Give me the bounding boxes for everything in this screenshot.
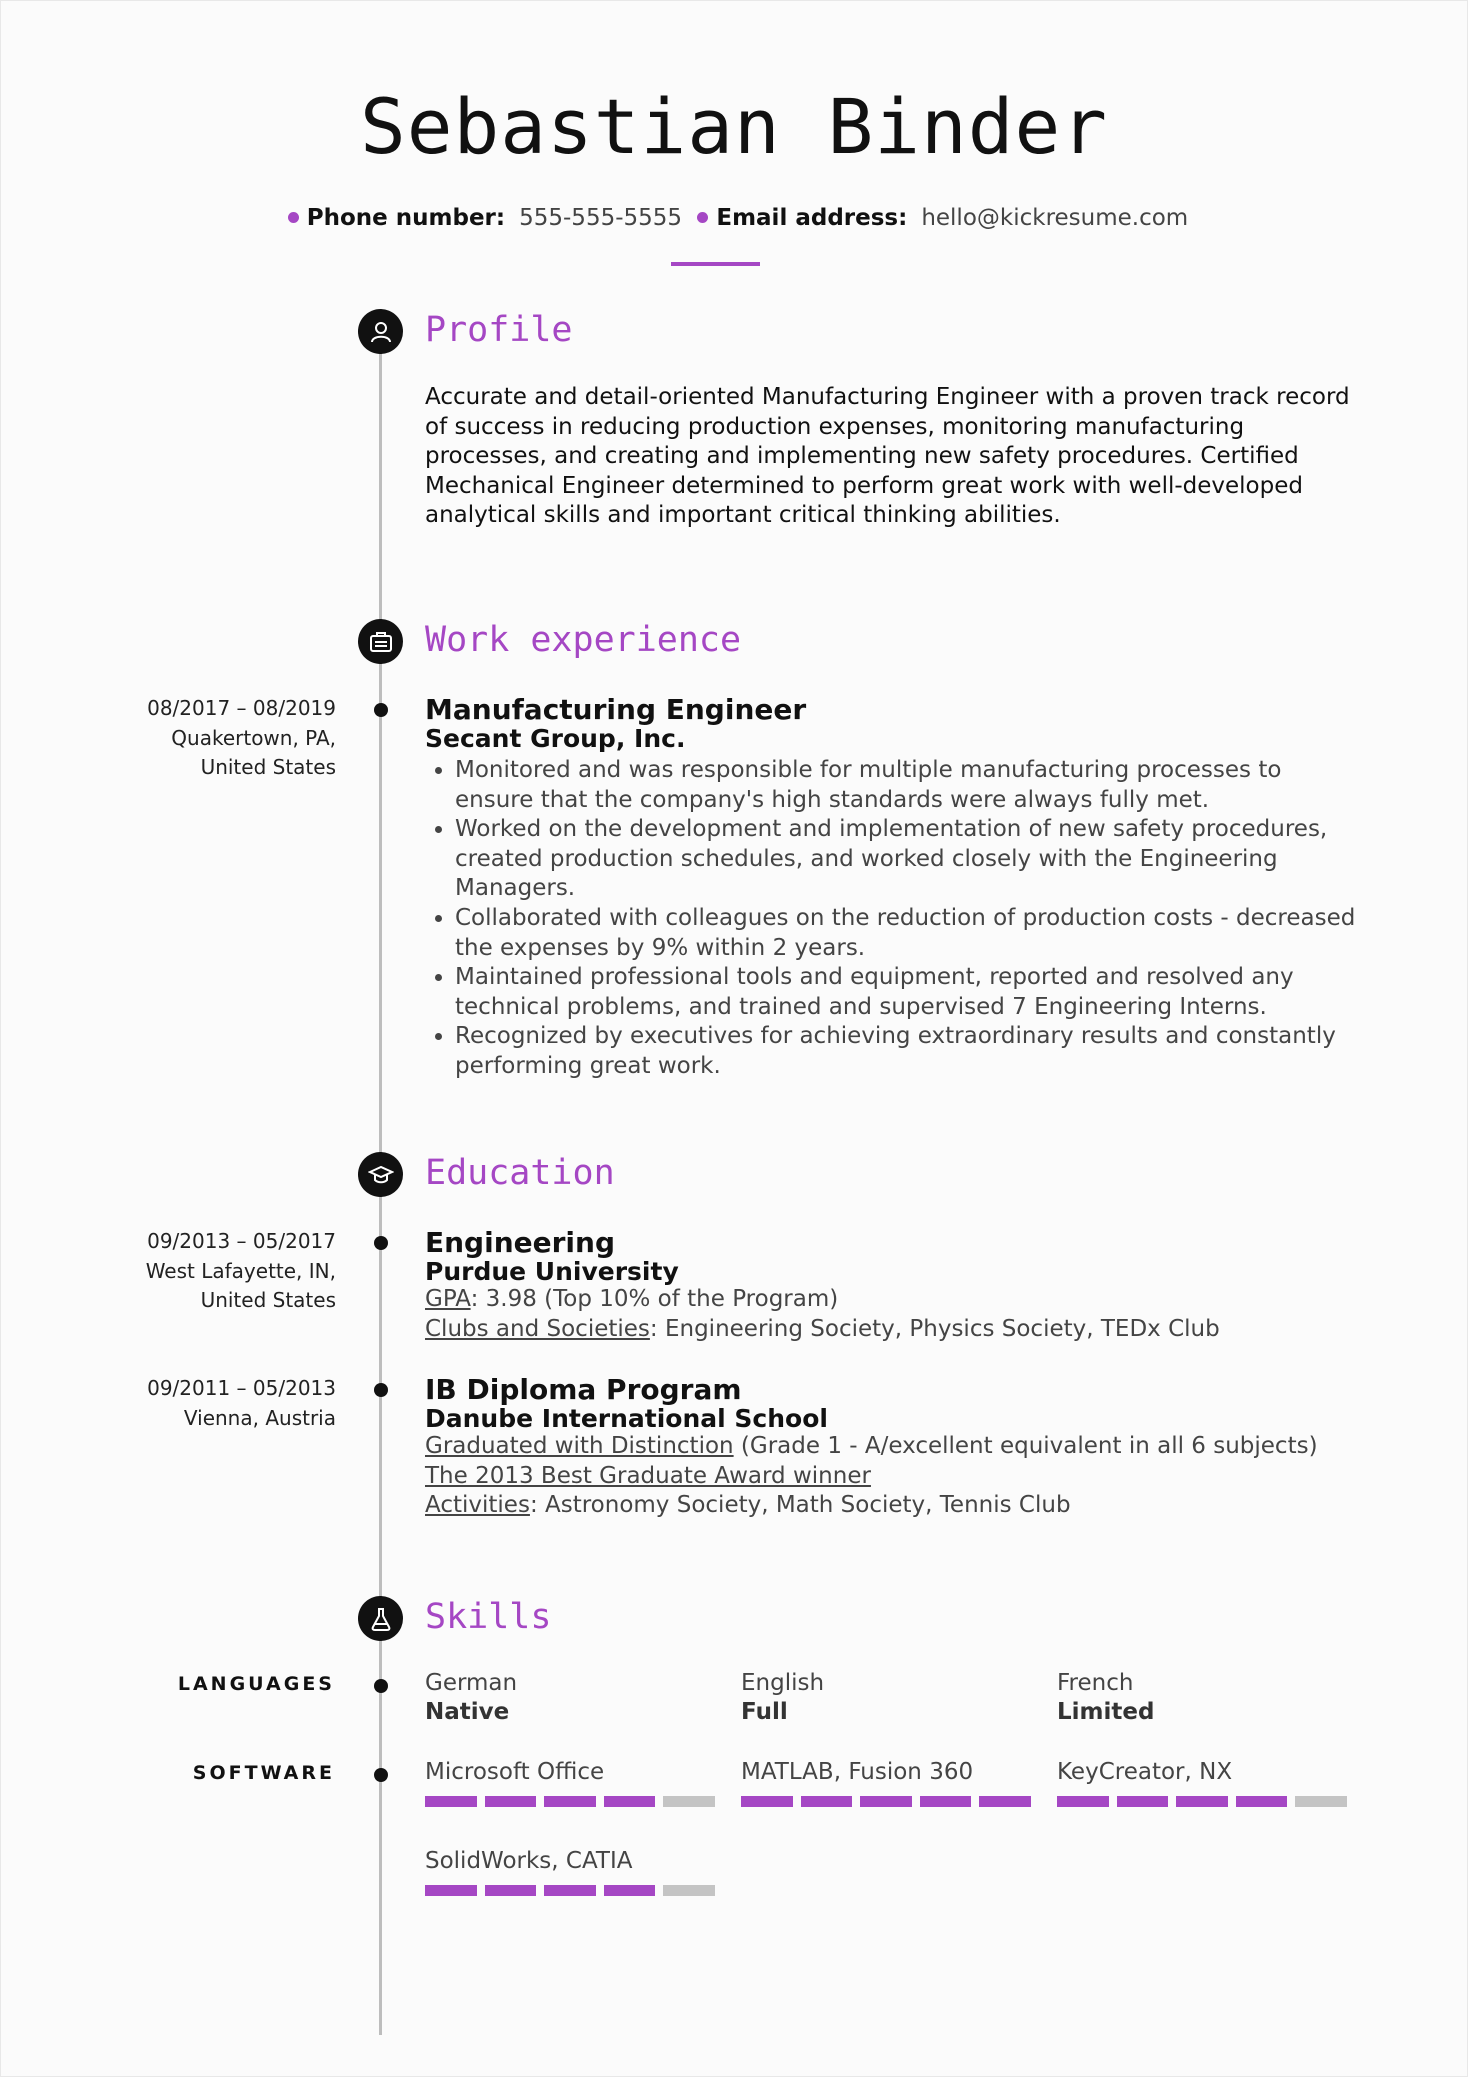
language-level: Limited <box>1057 1699 1155 1725</box>
section-title-work: Work experience <box>425 620 742 660</box>
rating-segment <box>425 1885 477 1896</box>
bullet-icon <box>288 212 299 223</box>
language-item <box>425 1669 715 1727</box>
skill-rating-bar <box>741 1796 1031 1807</box>
education-location: Vienna, Austria <box>183 1405 336 1430</box>
timeline-dot <box>374 1768 388 1782</box>
software-item <box>1057 1758 1347 1807</box>
software-item <box>425 1847 715 1896</box>
detail-label: Activities <box>425 1492 530 1519</box>
education-detail <box>425 1491 1365 1521</box>
job-location: United States <box>200 755 336 779</box>
rating-segment <box>1295 1796 1347 1807</box>
language-name: French <box>1057 1670 1134 1696</box>
education-entry <box>425 1375 1365 1521</box>
school-name: Danube International School <box>425 1404 828 1433</box>
rating-segment <box>425 1796 477 1807</box>
email-label: Email address: <box>716 205 908 231</box>
job-bullets <box>425 756 1365 1082</box>
software-name: Microsoft Office <box>425 1759 605 1785</box>
degree-title: Engineering <box>425 1226 615 1259</box>
timeline-dot <box>374 1383 388 1397</box>
email-value: hello@kickresume.com <box>921 205 1189 231</box>
briefcase-icon <box>358 619 403 664</box>
detail-label: The 2013 Best Graduate Award winner <box>425 1462 871 1489</box>
section-title-education: Education <box>425 1153 615 1193</box>
education-location: West Lafayette, IN, <box>145 1258 336 1283</box>
education-detail <box>425 1432 1365 1462</box>
job-entry <box>425 695 1365 1082</box>
job-title: Manufacturing Engineer <box>425 693 807 726</box>
rating-segment <box>485 1796 537 1807</box>
language-item <box>1057 1669 1347 1727</box>
skill-rating-bar <box>425 1885 715 1896</box>
resume-name: Sebastian Binder <box>359 82 1109 171</box>
rating-segment <box>663 1885 715 1896</box>
profile-icon <box>358 309 403 354</box>
section-title-skills: Skills <box>425 1597 552 1637</box>
education-meta <box>36 1227 336 1316</box>
language-level: Full <box>741 1699 788 1725</box>
software-name: SolidWorks, CATIA <box>425 1848 633 1874</box>
language-level: Native <box>425 1699 510 1725</box>
rating-segment <box>979 1796 1031 1807</box>
list-item: • Recognized by executives for achieving extraordinary results and constantly performing great work. <box>455 1022 1365 1081</box>
rating-segment <box>544 1885 596 1896</box>
header-divider <box>671 262 760 266</box>
list-item: • Worked on the development and implementation of new safety procedures, created production schedules, and worked closely with the Engineering Managers. <box>455 815 1365 904</box>
skill-rating-bar <box>425 1796 715 1807</box>
detail-label: Graduated with Distinction <box>425 1433 734 1459</box>
education-entry <box>425 1228 1365 1344</box>
rating-segment <box>801 1796 853 1807</box>
job-meta <box>36 694 336 783</box>
phone-label: Phone number: <box>306 205 506 231</box>
rating-segment <box>663 1796 715 1807</box>
section-title-profile: Profile <box>425 310 573 350</box>
degree-title: IB Diploma Program <box>425 1373 742 1406</box>
school-name: Purdue University <box>425 1257 679 1286</box>
rating-segment <box>920 1796 972 1807</box>
rating-segment <box>860 1796 912 1807</box>
rating-segment <box>1176 1796 1228 1807</box>
education-detail <box>425 1285 1365 1315</box>
list-item: • Maintained professional tools and equipment, reported and resolved any technical problems, and trained and supervised 7 Engineering Interns. <box>455 963 1365 1022</box>
job-dates: 08/2017 – 08/2019 <box>147 696 336 720</box>
skill-rating-bar <box>1057 1796 1347 1807</box>
education-meta <box>36 1374 336 1433</box>
software-item <box>425 1758 715 1807</box>
rating-segment <box>1236 1796 1288 1807</box>
detail-text: (Grade 1 - A/excellent equivalent in all 6 subjects) <box>733 1433 1318 1459</box>
bullet-icon <box>697 212 708 223</box>
graduation-cap-icon <box>358 1152 403 1197</box>
job-location: Quakertown, PA, <box>171 725 336 750</box>
rating-segment <box>1117 1796 1169 1807</box>
timeline-dot <box>374 1679 388 1693</box>
timeline-dot <box>374 1236 388 1250</box>
rating-segment <box>485 1885 537 1896</box>
education-dates: 09/2011 – 05/2013 <box>147 1376 336 1400</box>
flask-icon <box>358 1596 403 1641</box>
skill-category-software: SOFTWARE <box>192 1762 335 1784</box>
language-name: English <box>741 1670 825 1696</box>
software-name: MATLAB, Fusion 360 <box>741 1759 974 1785</box>
language-item <box>741 1669 1031 1727</box>
timeline-dot <box>374 703 388 717</box>
skill-category-languages: LANGUAGES <box>177 1673 335 1695</box>
phone-value: 555-555-5555 <box>519 205 683 231</box>
language-name: German <box>425 1670 518 1696</box>
job-company: Secant Group, Inc. <box>425 724 686 753</box>
software-item <box>741 1758 1031 1807</box>
education-dates: 09/2013 – 05/2017 <box>147 1229 336 1253</box>
list-item: • Collaborated with colleagues on the reduction of production costs - decreased the expenses by 9% within 2 years. <box>455 904 1365 963</box>
detail-text: : 3.98 (Top 10% of the Program) <box>470 1286 839 1312</box>
education-detail <box>425 1315 1365 1345</box>
detail-text: : Astronomy Society, Math Society, Tennis Club <box>529 1492 1071 1519</box>
profile-summary: Accurate and detail-oriented Manufacturing Engineer with a proven track record of success in reducing production expenses, monitoring manufacturing processes, and creating and implementing new safety procedures. Certified Mechanical Engineer determined to perform great work with well-developed analytical skills and important critical thinking abilities. <box>425 384 1350 528</box>
rating-segment <box>604 1885 656 1896</box>
contact-line <box>0 205 1468 231</box>
rating-segment <box>604 1796 656 1807</box>
detail-label: Clubs and Societies <box>425 1315 650 1342</box>
rating-segment <box>544 1796 596 1807</box>
detail-label: GPA <box>425 1286 471 1312</box>
education-location: United States <box>200 1288 336 1312</box>
education-detail <box>425 1462 1365 1492</box>
rating-segment <box>1057 1796 1109 1807</box>
software-name: KeyCreator, NX <box>1057 1759 1233 1785</box>
detail-text: : Engineering Society, Physics Society, TEDx Club <box>649 1315 1220 1342</box>
list-item: • Monitored and was responsible for multiple manufacturing processes to ensure that the company's high standards were always fully met. <box>455 756 1365 815</box>
rating-segment <box>741 1796 793 1807</box>
